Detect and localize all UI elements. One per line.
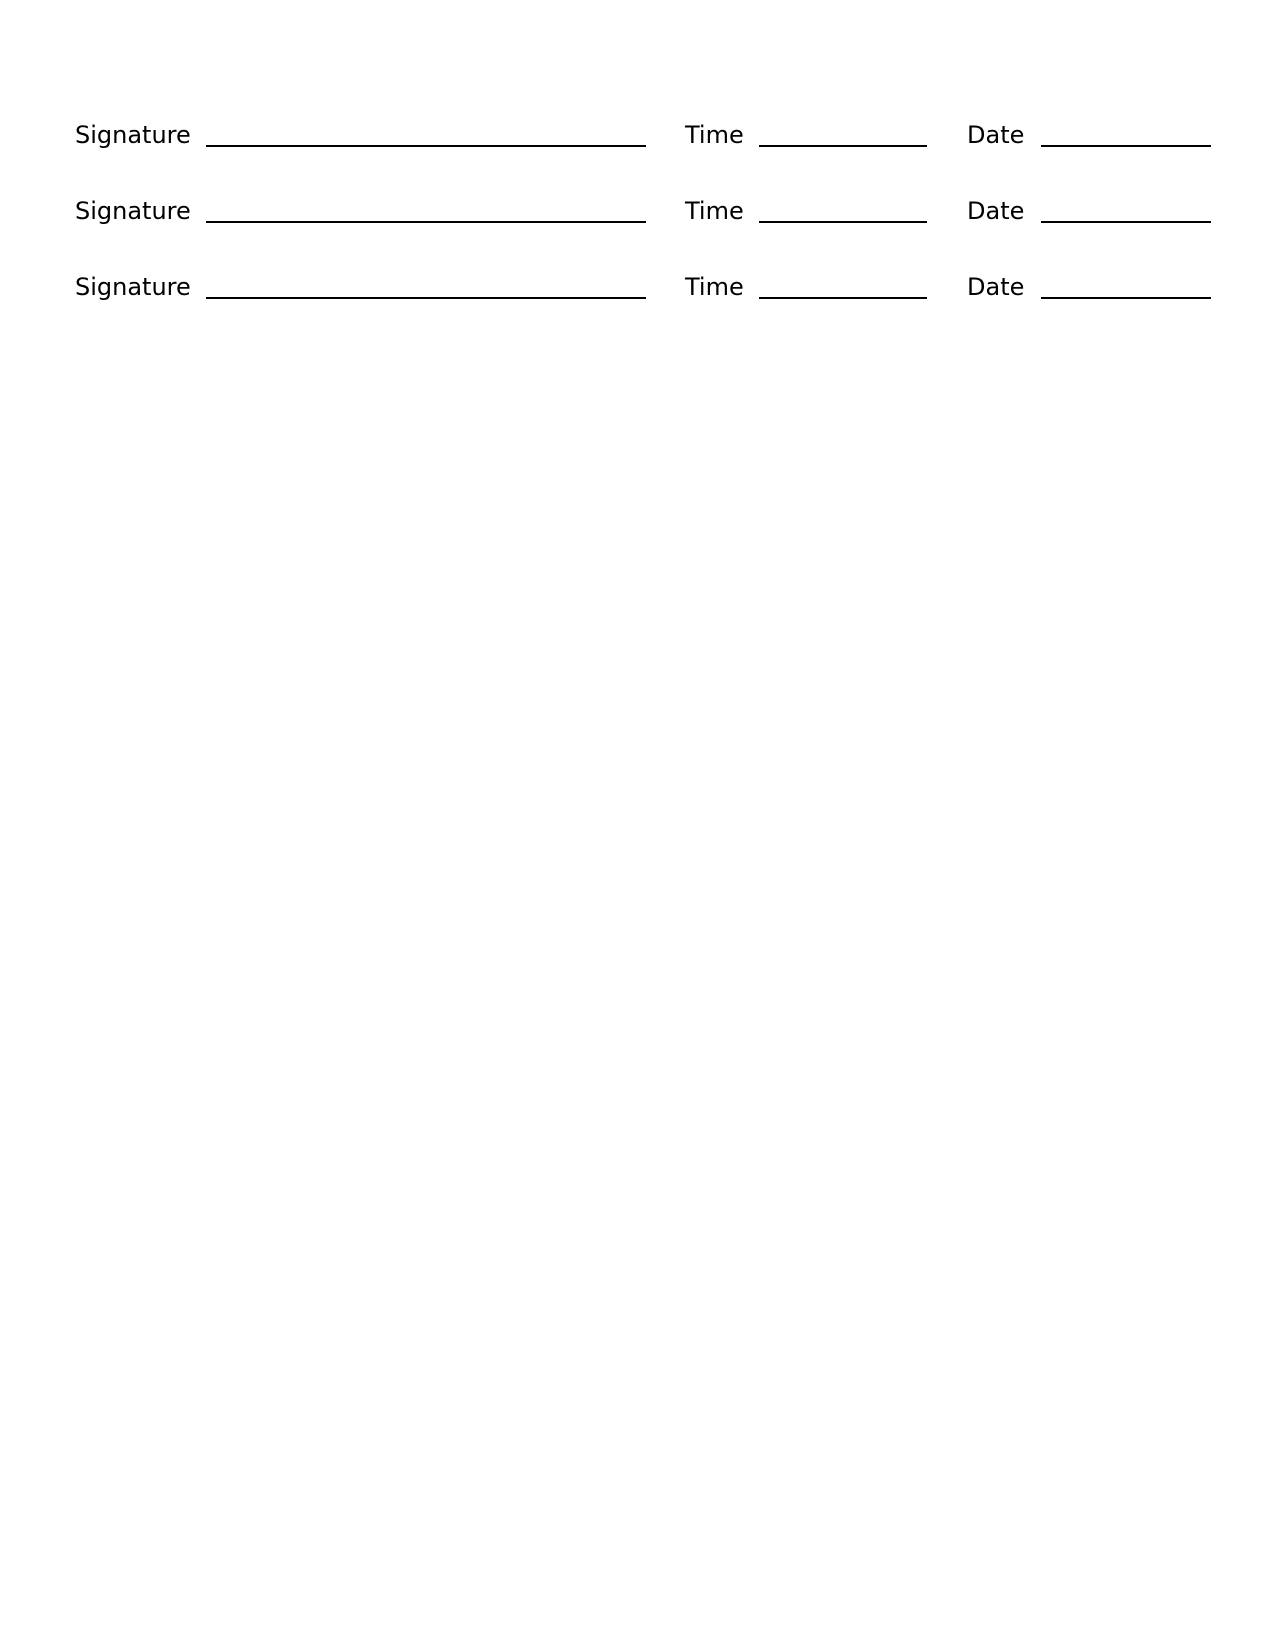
signature-row — [0, 273, 1275, 313]
date-line[interactable] — [1041, 297, 1211, 299]
signature-label: Signature — [75, 197, 191, 225]
time-label: Time — [685, 273, 744, 301]
date-label: Date — [967, 197, 1025, 225]
time-label: Time — [685, 121, 744, 149]
time-label: Time — [685, 197, 744, 225]
signature-label: Signature — [75, 273, 191, 301]
date-line[interactable] — [1041, 145, 1211, 147]
time-line[interactable] — [759, 221, 927, 223]
signature-row — [0, 197, 1275, 237]
time-line[interactable] — [759, 145, 927, 147]
signature-row — [0, 121, 1275, 161]
signature-line[interactable] — [206, 221, 646, 223]
signature-line[interactable] — [206, 145, 646, 147]
date-line[interactable] — [1041, 221, 1211, 223]
date-label: Date — [967, 273, 1025, 301]
time-line[interactable] — [759, 297, 927, 299]
signature-line[interactable] — [206, 297, 646, 299]
date-label: Date — [967, 121, 1025, 149]
signature-label: Signature — [75, 121, 191, 149]
